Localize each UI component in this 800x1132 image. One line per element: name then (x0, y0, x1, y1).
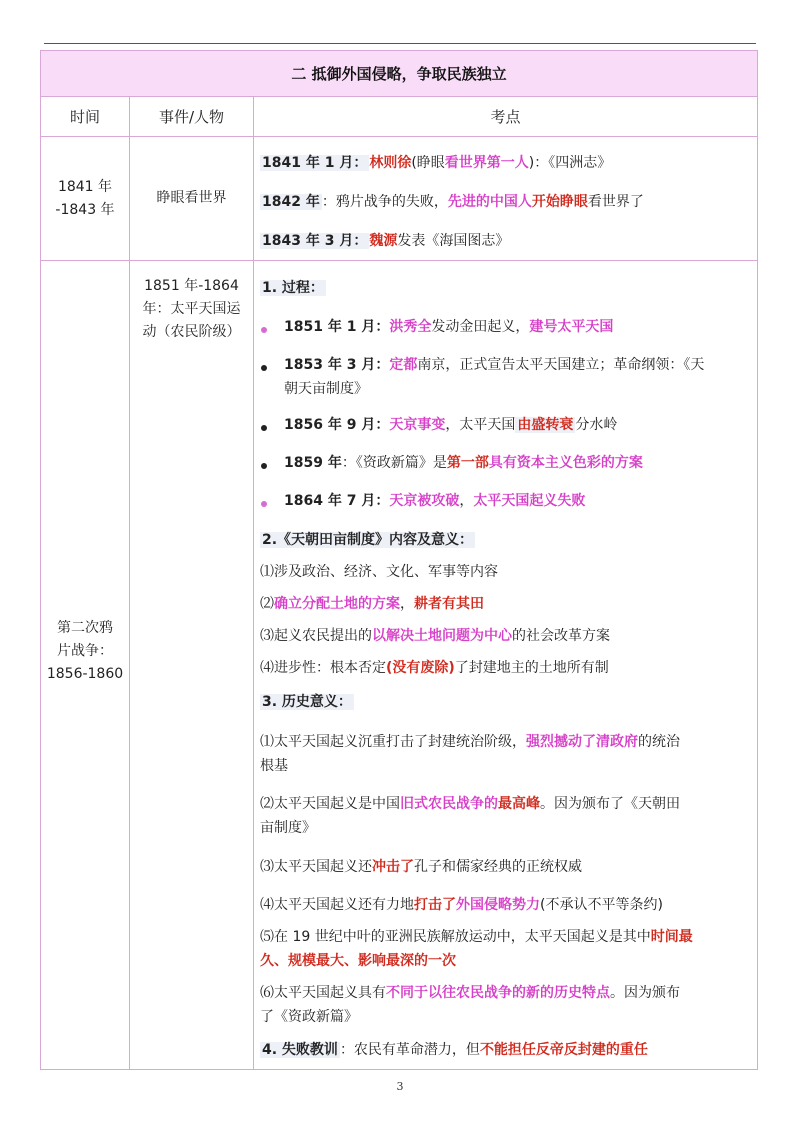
process-1853-cont: 朝天亩制度》 (284, 381, 368, 397)
row1-line-1843: 1843 年 3 月： 魏源发表《海国图志》 (262, 233, 510, 249)
section-failure-lesson: 4. 失败教训 ：农民有革命潜力，但不能担任反帝反封建的重任 (262, 1042, 648, 1058)
row1-divider (41, 260, 757, 261)
row2-time: 第二次鸦 片战争： 1856-1860 (46, 619, 124, 682)
content-table (40, 50, 758, 1070)
process-1851: 1851 年 1 月：洪秀全发动金田起义，建号太平天国 (284, 319, 614, 335)
land-item-2: ⑵确立分配土地的方案，耕者有其田 (260, 596, 484, 612)
significance-1-cont: 根基 (260, 758, 288, 774)
process-1864: 1864 年 7 月：天京被攻破，太平天国起义失败 (284, 493, 586, 509)
land-item-3: ⑶起义农民提出的以解决土地问题为中心的社会改革方案 (260, 628, 610, 644)
row1-line-1841: 1841 年 1 月： 林则徐(睁眼看世界第一人)：《四洲志》 (262, 155, 612, 171)
significance-4: ⑷太平天国起义还有力地打击了外国侵略势力(不承认不平等条约) (260, 897, 663, 913)
header-time: 时间 (69, 108, 100, 126)
significance-5-cont: 久、规模最大、影响最深的一次 (260, 953, 456, 969)
bullet-icon (261, 365, 267, 371)
section-land-system-heading: 2.《天朝田亩制度》内容及意义： (262, 532, 474, 548)
column-divider-2 (253, 97, 254, 1069)
process-1853: 1853 年 3 月：定都南京，正式宣告太平天国建立；革命纲领：《天 (284, 357, 705, 373)
header-rule (44, 43, 756, 44)
significance-1: ⑴太平天国起义沉重打击了封建统治阶级，强烈撼动了清政府的统治 (260, 734, 680, 750)
significance-2-cont: 亩制度》 (260, 820, 316, 836)
row1-line-1842: 1842 年 ：鸦片战争的失败，先进的中国人开始睁眼看世界了 (262, 194, 644, 210)
row1-time: 1841 年 -1843 年 (55, 178, 115, 218)
header-event: 事件/人物 (158, 108, 225, 126)
process-1859: 1859 年：《资政新篇》是第一部具有资本主义色彩的方案 (284, 455, 643, 471)
section-process-heading: 1. 过程： (262, 280, 324, 296)
significance-3: ⑶太平天国起义还冲击了孔子和儒家经典的正统权威 (260, 859, 582, 875)
section-significance-heading: 3. 历史意义： (262, 694, 352, 710)
land-item-1: ⑴涉及政治、经济、文化、军事等内容 (260, 564, 498, 580)
bullet-icon (261, 463, 267, 469)
significance-6-cont: 了《资政新篇》 (260, 1009, 358, 1025)
table-title: 二 抵御外国侵略，争取民族独立 (41, 51, 757, 96)
significance-5: ⑸在 19 世纪中叶的亚洲民族解放运动中，太平天国起义是其中时间最 (260, 929, 693, 945)
row1-event: 睁眼看世界 (156, 190, 227, 206)
bullet-icon (261, 501, 267, 507)
significance-2: ⑵太平天国起义是中国旧式农民战争的最高峰。因为颁布了《天朝田 (260, 796, 680, 812)
land-item-4: ⑷进步性：根本否定(没有废除)了封建地主的土地所有制 (260, 660, 609, 676)
header-points: 考点 (490, 108, 521, 126)
row2-event: 1851 年-1864 年：太平天国运 动（农民阶级） (142, 278, 241, 340)
page-number: 3 (396, 1080, 404, 1093)
bullet-icon (261, 425, 267, 431)
process-1856: 1856 年 9 月：天京事变，太平天国 由盛转衰 分水岭 (284, 417, 618, 433)
bullet-icon (261, 327, 267, 333)
significance-6: ⑹太平天国起义具有不同于以往农民战争的新的历史特点。因为颁布 (260, 985, 680, 1001)
